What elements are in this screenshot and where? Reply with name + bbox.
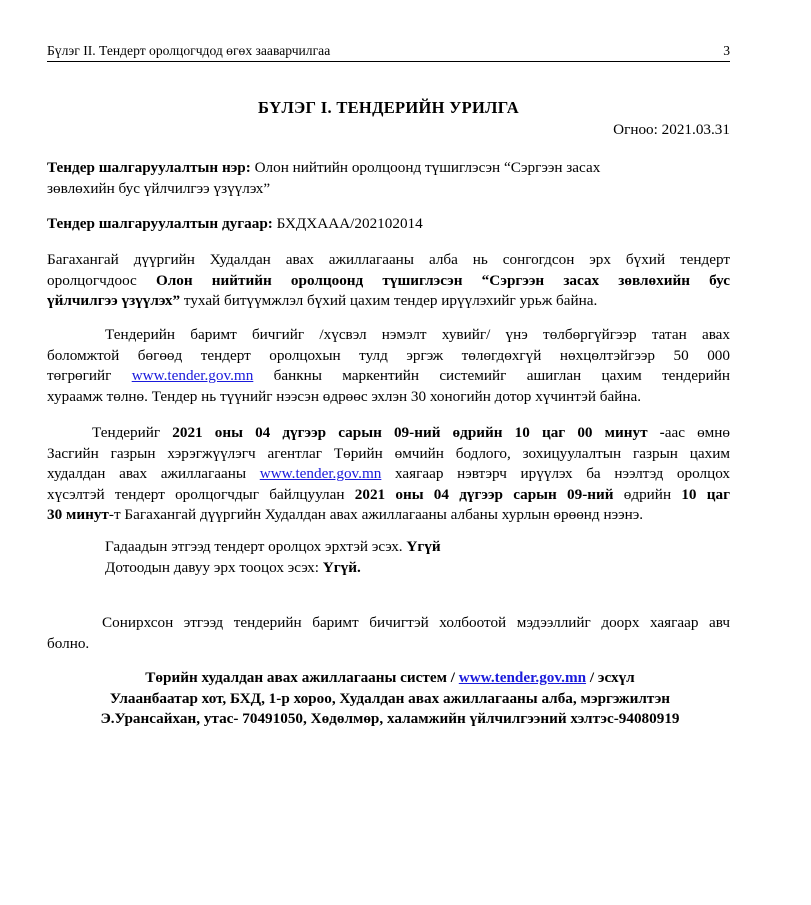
- p3-line-2: Засгийн газрын хэрэгжүүлэгч агентлаг Төрийн өмчийн бодлого, зохицуулалтын газрын цахим: [47, 444, 730, 462]
- tender-number-label: Тендер шалгаруулалтын дугаар:: [47, 215, 273, 232]
- contact-block: [40, 668, 740, 730]
- fee-paragraph: [47, 325, 730, 407]
- page-header: [47, 43, 730, 62]
- eligibility-list: [105, 537, 705, 578]
- p3-opening-hour: 10 цаг: [681, 485, 730, 503]
- header-title: Бүлэг II. Тендерт оролцогчдод өгөх зааварчилгаа: [47, 43, 331, 58]
- p3-deadline: 2021 оны 04 дүгээр сарын 09-ний өдрийн 10 цаг 00 минут -: [172, 424, 665, 441]
- p3-line-4: [47, 485, 730, 506]
- p2-line-4: хураамж төлнө. Тендер нь түүнийг нээсэн өдрөөс эхлэн 30 хоногийн дотор хүчинтэй байна.: [47, 387, 642, 405]
- p1-line-2: [47, 271, 730, 292]
- foreign-label: Гадаадын этгээд тендерт оролцох эрхтэй эсэх.: [105, 538, 407, 555]
- contact-line-2: Улаанбаатар хот, БХД, 1-р хороо, Худалдан авах ажиллагааны алба, мэргэжилтэн: [109, 689, 671, 707]
- p2-line-3-rest: банкны маркентийн системийг ашиглан цахим тендерийн: [253, 367, 730, 384]
- domestic-preference: [105, 558, 705, 579]
- domestic-value: Үгүй.: [322, 558, 361, 576]
- p3-line-1: [47, 423, 730, 444]
- tender-name-value-2: зөвлөхийн бус үйлчилгээ үзүүлэх”: [47, 179, 271, 197]
- p3-opening-date: 2021 оны 04 дүгээр сарын 09-ний: [354, 485, 614, 503]
- p3-line-4-mid: өдрийн: [613, 485, 682, 503]
- foreign-value: Үгүй: [406, 538, 441, 555]
- domestic-label: Дотоодын давуу эрх тооцох эсэх:: [105, 558, 323, 576]
- page-number: 3: [723, 43, 730, 58]
- tender-link[interactable]: www.tender.gov.mn: [259, 465, 382, 482]
- tender-name-value-1: Олон нийтийн оролцоонд түшиглэсэн “Сэргээн засах: [250, 159, 601, 176]
- tender-number-value: БХДХААА/202102014: [272, 215, 423, 232]
- p3-opening-minute: 30 минут: [47, 506, 109, 523]
- p3-line-4-text: хүсэлтэй тендерт оролцогчдыг байлцуулан: [47, 485, 355, 503]
- p4-line-2: болно.: [47, 634, 90, 652]
- p3-line-1-text: Тендерийг: [92, 424, 173, 441]
- p3-line-5: [47, 505, 730, 526]
- p2-line-3: [47, 366, 730, 387]
- p4-line-1: Сонирхсон этгээд тендерийн баримт бичигтэй холбоотой мэдээллийг доорх хаягаар авч: [102, 614, 730, 631]
- tender-link[interactable]: www.tender.gov.mn: [131, 367, 254, 384]
- p2-line-1: Тендерийн баримт бичгийг /хүсвэл нэмэлт хувийг/ үнэ төлбөргүйгээр татан авах: [105, 326, 730, 343]
- contact-line-1-end: / эсхүл: [586, 669, 635, 686]
- section-heading: БҮЛЭГ I. ТЕНДЕРИЙН УРИЛГА: [258, 98, 519, 117]
- p1-line-3-bold: үйлчилгээ үзүүлэх”: [47, 292, 181, 309]
- p1-line-3: [47, 291, 730, 312]
- contact-line-3: Э.Урансайхан, утас- 70491050, Хөдөлмөр, халамжийн үйлчилгээний хэлтэс-94080919: [100, 710, 680, 727]
- p3-line-3-rest: хаягаар нэвтэрч ирүүлэх ба нээлтэд оролцох: [381, 465, 731, 482]
- foreign-eligibility: [105, 537, 705, 558]
- tender-number: [47, 214, 730, 235]
- tender-link[interactable]: www.tender.gov.mn: [458, 669, 587, 686]
- contact-line-1: [40, 668, 740, 689]
- info-paragraph: [47, 613, 730, 654]
- tender-name-label: Тендер шалгаруулалтын нэр:: [47, 159, 251, 176]
- p3-line-3: [47, 464, 730, 485]
- submission-paragraph: [47, 423, 730, 526]
- p3-line-1-end: аас өмнө: [664, 424, 730, 441]
- p1-line-2-text: оролцогчдоос: [47, 271, 156, 289]
- invitation-paragraph: [47, 250, 730, 312]
- p3-line-3-text: худалдан авах ажиллагааны: [47, 465, 260, 482]
- document-date: Огноо: 2021.03.31: [613, 121, 730, 138]
- tender-name: [47, 158, 730, 199]
- p2-line-2: боломжтой бөгөөд тендерт оролцохын тулд эргэж төлөгдөхгүй нөхцөлтэйгээр 50 000: [47, 346, 730, 364]
- p2-line-3-text: төгрөгийг: [47, 367, 132, 384]
- p3-line-5-text: -т Багахангай дүүргийн Худалдан авах ажиллагааны албаны хурлын өрөөнд нээнэ.: [108, 506, 644, 523]
- p1-line-1: Багахангай дүүргийн Худалдан авах ажиллагааны алба нь сонгогдсон эрх бүхий тендерт: [47, 251, 730, 268]
- contact-line-1-text: Төрийн худалдан авах ажиллагааны систем /: [145, 669, 459, 686]
- p1-line-3-text: тухай битүүмжлэл бүхий цахим тендер ирүүлэхийг урьж байна.: [180, 292, 598, 309]
- p1-line-2-bold: Олон нийтийн оролцоонд түшиглэсэн “Сэргээн засах зөвлөхийн бус: [155, 271, 730, 289]
